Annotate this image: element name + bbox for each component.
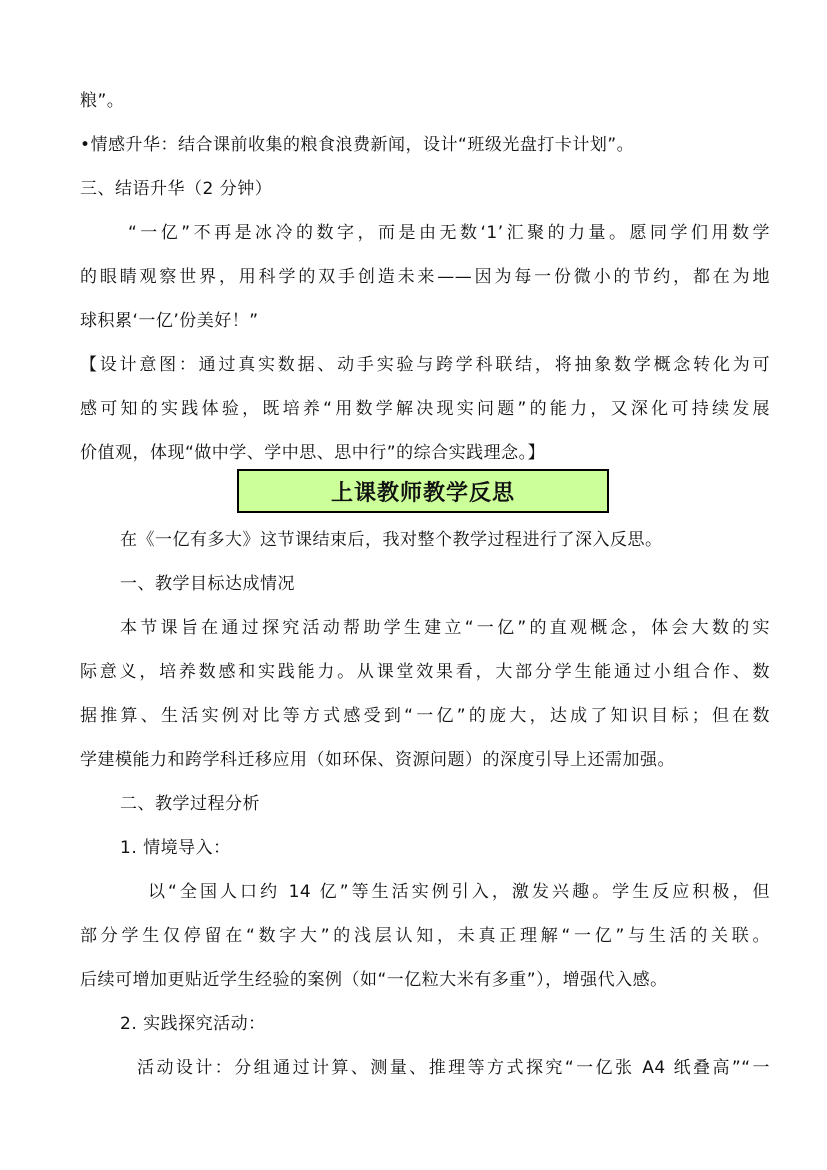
paragraph-line: “一亿”不再是冰冷的数字，而是由无数‘1’汇聚的力量。愿同学们用数学 <box>128 223 770 243</box>
subsection-heading: 1. 情境导入： <box>120 838 231 858</box>
paragraph-line: 据推算、生活实例对比等方式感受到“一亿”的庞大，达成了知识目标；但在数 <box>80 706 770 726</box>
paragraph-line: 以“全国人口约 14 亿”等生活实例引入，激发兴趣。学生反应积极，但 <box>148 882 770 902</box>
paragraph-line: 价值观，体现“做中学、学中思、思中行”的综合实践理念。】 <box>80 443 546 463</box>
paragraph-line: 后续可增加更贴近学生经验的案例（如“一亿粒大米有多重”），增强代入感。 <box>80 970 668 990</box>
paragraph-line: 粮”。 <box>80 91 125 111</box>
paragraph-line: 本节课旨在通过探究活动帮助学生建立“一亿”的直观概念，体会大数的实 <box>120 618 770 638</box>
subsection-heading: 2. 实践探究活动： <box>120 1014 266 1034</box>
paragraph-line: 部分学生仅停留在“数字大”的浅层认知，未真正理解“一亿”与生活的关联。 <box>80 926 770 946</box>
paragraph-line: 学建模能力和跨学科迁移应用（如环保、资源问题）的深度引导上还需加强。 <box>80 750 675 770</box>
section-title-box <box>237 469 609 513</box>
section-title: 上课教师教学反思 <box>330 480 515 506</box>
section-heading: 三、结语升华（2 分钟） <box>80 179 273 199</box>
paragraph-line: •情感升华：结合课前收集的粮食浪费新闻，设计“班级光盘打卡计划”。 <box>80 135 635 155</box>
paragraph-line: 在《一亿有多大》这节课结束后，我对整个教学过程进行了深入反思。 <box>120 530 663 550</box>
paragraph-line: 际意义，培养数感和实践能力。从课堂效果看，大部分学生能通过小组合作、数 <box>80 662 770 682</box>
paragraph-line: 的眼睛观察世界，用科学的双手创造未来——因为每一份微小的节约，都在为地 <box>80 267 770 287</box>
paragraph-line: 活动设计：分组通过计算、测量、推理等方式探究“一亿张 A4 纸叠高”“一 <box>137 1058 770 1078</box>
paragraph-line: 【设计意图：通过真实数据、动手实验与跨学科联结，将抽象数学概念转化为可 <box>80 355 770 375</box>
paragraph-line: 感可知的实践体验，既培养“用数学解决现实问题”的能力，又深化可持续发展 <box>80 399 770 419</box>
paragraph-line: 球积累‘一亿’份美好！” <box>80 311 259 331</box>
section-heading: 一、教学目标达成情况 <box>120 574 295 594</box>
section-heading: 二、教学过程分析 <box>120 794 260 814</box>
